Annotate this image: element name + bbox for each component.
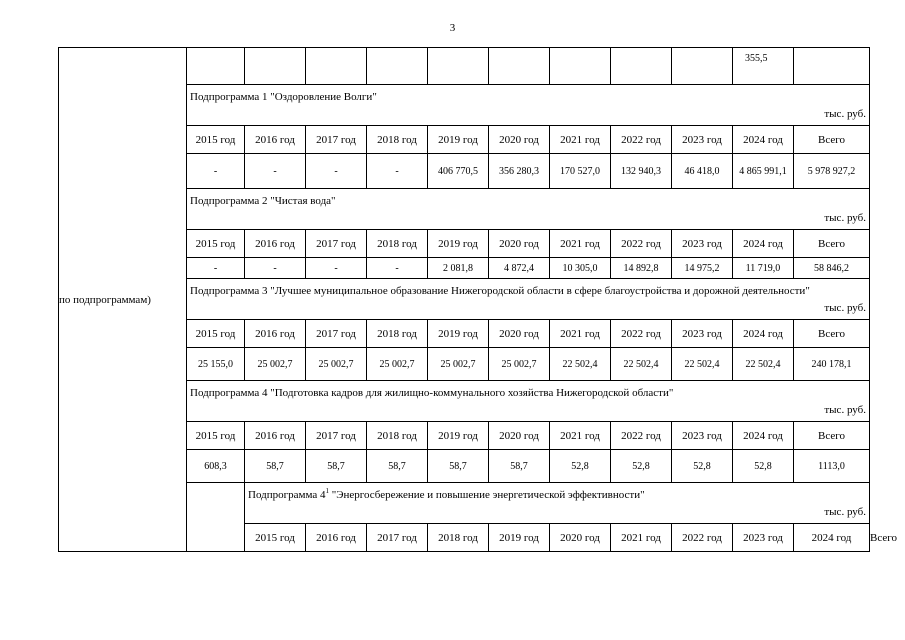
year-cell: 2017 год (306, 320, 367, 348)
subprogram-1-header (187, 85, 870, 126)
total-header-cell: Всего (794, 320, 870, 348)
funding-table (58, 47, 897, 552)
subprogram-3-header (187, 279, 870, 320)
year-cell: 2019 год (428, 230, 489, 258)
year-cell: 2022 год (611, 320, 672, 348)
total-value-cell: 5 978 927,2 (794, 154, 870, 189)
top-row-value: 355,5 (733, 48, 794, 85)
year-cell: 2020 год (489, 320, 550, 348)
year-cell: 2021 год (550, 320, 611, 348)
value-cell: 22 502,4 (733, 348, 794, 381)
value-cell: - (306, 154, 367, 189)
unit-label: тыс. руб. (824, 506, 866, 518)
year-cell: 2019 год (428, 126, 489, 154)
empty-cell (672, 48, 733, 85)
year-cell: 2023 год (672, 422, 733, 450)
empty-cell (550, 48, 611, 85)
year-cell: 2024 год (733, 422, 794, 450)
total-value-cell: 1113,0 (794, 450, 870, 483)
subprogram-title: Подпрограмма 4 "Подготовка кадров для жилищно-коммунального хозяйства Нижегородской области" (190, 387, 674, 399)
value-cell: 4 872,4 (489, 258, 550, 279)
left-empty-cell (187, 483, 245, 552)
year-cell: 2019 год (428, 320, 489, 348)
year-cell: 2024 год (794, 524, 870, 552)
year-cell: 2021 год (550, 422, 611, 450)
total-value-cell: 240 178,1 (794, 348, 870, 381)
year-cell: 2017 год (367, 524, 428, 552)
subprogram-title: Подпрограмма 1 "Оздоровление Волги" (190, 91, 377, 103)
value-cell: 52,8 (733, 450, 794, 483)
year-cell: 2015 год (187, 422, 245, 450)
year-cell: 2023 год (672, 320, 733, 348)
value-cell: 25 155,0 (187, 348, 245, 381)
subprogram-4-header (187, 381, 870, 422)
year-cell: 2016 год (245, 230, 306, 258)
value-cell: 46 418,0 (672, 154, 733, 189)
value-cell: 58,7 (428, 450, 489, 483)
value-cell: 58,7 (367, 450, 428, 483)
value-cell: - (367, 258, 428, 279)
year-cell: 2015 год (187, 320, 245, 348)
value-cell: 58,7 (245, 450, 306, 483)
year-cell: 2015 год (245, 524, 306, 552)
value-cell: 10 305,0 (550, 258, 611, 279)
empty-cell (367, 48, 428, 85)
year-cell: 2018 год (367, 320, 428, 348)
value-cell: 25 002,7 (306, 348, 367, 381)
year-cell: 2017 год (306, 126, 367, 154)
year-cell: 2021 год (550, 126, 611, 154)
unit-label: тыс. руб. (824, 108, 866, 120)
value-cell: 11 719,0 (733, 258, 794, 279)
year-cell: 2019 год (428, 422, 489, 450)
year-cell: 2022 год (611, 422, 672, 450)
unit-label: тыс. руб. (824, 302, 866, 314)
value-cell: 52,8 (672, 450, 733, 483)
year-cell: 2023 год (672, 230, 733, 258)
value-cell: 22 502,4 (611, 348, 672, 381)
year-cell: 2018 год (367, 422, 428, 450)
left-label-cell (59, 48, 187, 552)
value-cell: - (306, 258, 367, 279)
total-value-cell: 58 846,2 (794, 258, 870, 279)
value-cell: - (245, 258, 306, 279)
value-cell: 52,8 (611, 450, 672, 483)
year-cell: 2020 год (489, 126, 550, 154)
year-cell: 2017 год (306, 230, 367, 258)
page-number: 3 (449, 22, 456, 34)
year-cell: 2015 год (187, 230, 245, 258)
year-cell: 2023 год (733, 524, 794, 552)
year-cell: 2016 год (245, 422, 306, 450)
year-cell: 2018 год (428, 524, 489, 552)
value-cell: 4 865 991,1 (733, 154, 794, 189)
year-cell: 2022 год (611, 126, 672, 154)
year-cell: 2022 год (672, 524, 733, 552)
value-cell: 58,7 (489, 450, 550, 483)
year-cell: 2020 год (550, 524, 611, 552)
year-cell: 2024 год (733, 320, 794, 348)
value-cell: 58,7 (306, 450, 367, 483)
value-cell: 52,8 (550, 450, 611, 483)
value-cell: 25 002,7 (367, 348, 428, 381)
total-header-cell: Всего (794, 126, 870, 154)
empty-cell (611, 48, 672, 85)
value-cell: 406 770,5 (428, 154, 489, 189)
value-cell: 25 002,7 (489, 348, 550, 381)
year-cell: 2021 год (611, 524, 672, 552)
value-cell: - (245, 154, 306, 189)
unit-label: тыс. руб. (824, 212, 866, 224)
year-cell: 2018 год (367, 230, 428, 258)
left-label: по подпрограммам) (59, 293, 151, 306)
year-cell: 2019 год (489, 524, 550, 552)
value-cell: 14 975,2 (672, 258, 733, 279)
year-cell: 2022 год (611, 230, 672, 258)
year-cell: 2021 год (550, 230, 611, 258)
subprogram-title: Подпрограмма 2 "Чистая вода" (190, 195, 336, 207)
year-cell: 2017 год (306, 422, 367, 450)
subprogram-2-header (187, 189, 870, 230)
value-cell: 2 081,8 (428, 258, 489, 279)
subprogram-title-prefix: Подпрограмма 4 (248, 489, 326, 501)
value-cell: - (187, 258, 245, 279)
value-cell: - (367, 154, 428, 189)
value-cell: 22 502,4 (672, 348, 733, 381)
subprogram-4-1-header (245, 483, 870, 524)
value-cell: 608,3 (187, 450, 245, 483)
empty-cell (794, 48, 870, 85)
value-cell: 132 940,3 (611, 154, 672, 189)
empty-cell (306, 48, 367, 85)
year-cell: 2023 год (672, 126, 733, 154)
total-header-cell: Всего (794, 422, 870, 450)
empty-cell (245, 48, 306, 85)
year-cell: 2015 год (187, 126, 245, 154)
subprogram-title-rest: "Энергосбережение и повышение энергетической эффективности" (328, 489, 645, 501)
total-header-cell: Всего (794, 230, 870, 258)
value-cell: 25 002,7 (428, 348, 489, 381)
value-cell: 14 892,8 (611, 258, 672, 279)
year-cell: 2018 год (367, 126, 428, 154)
year-cell: 2024 год (733, 230, 794, 258)
empty-cell (187, 48, 245, 85)
value-cell: 22 502,4 (550, 348, 611, 381)
year-cell: 2020 год (489, 230, 550, 258)
value-cell: 170 527,0 (550, 154, 611, 189)
year-cell: 2016 год (306, 524, 367, 552)
year-header-row: 2015 год 2016 год 2017 год 2018 год 2019 год 2020 год 2021 год 2022 год 2023 год 2024 год Всего (59, 524, 870, 552)
empty-cell (489, 48, 550, 85)
value-cell: 356 280,3 (489, 154, 550, 189)
year-cell: 2016 год (245, 320, 306, 348)
subprogram-title: Подпрограмма 3 "Лучшее муниципальное образование Нижегородской области в сфере благоустройства и дорожной деятельности" (190, 285, 810, 297)
subprogram-title (248, 483, 866, 502)
subprogram-title-superscript: 1 (325, 487, 329, 495)
year-cell: 2020 год (489, 422, 550, 450)
value-cell: - (187, 154, 245, 189)
empty-cell (428, 48, 489, 85)
unit-label: тыс. руб. (824, 404, 866, 416)
value-cell: 25 002,7 (245, 348, 306, 381)
year-cell: 2024 год (733, 126, 794, 154)
year-cell: 2016 год (245, 126, 306, 154)
